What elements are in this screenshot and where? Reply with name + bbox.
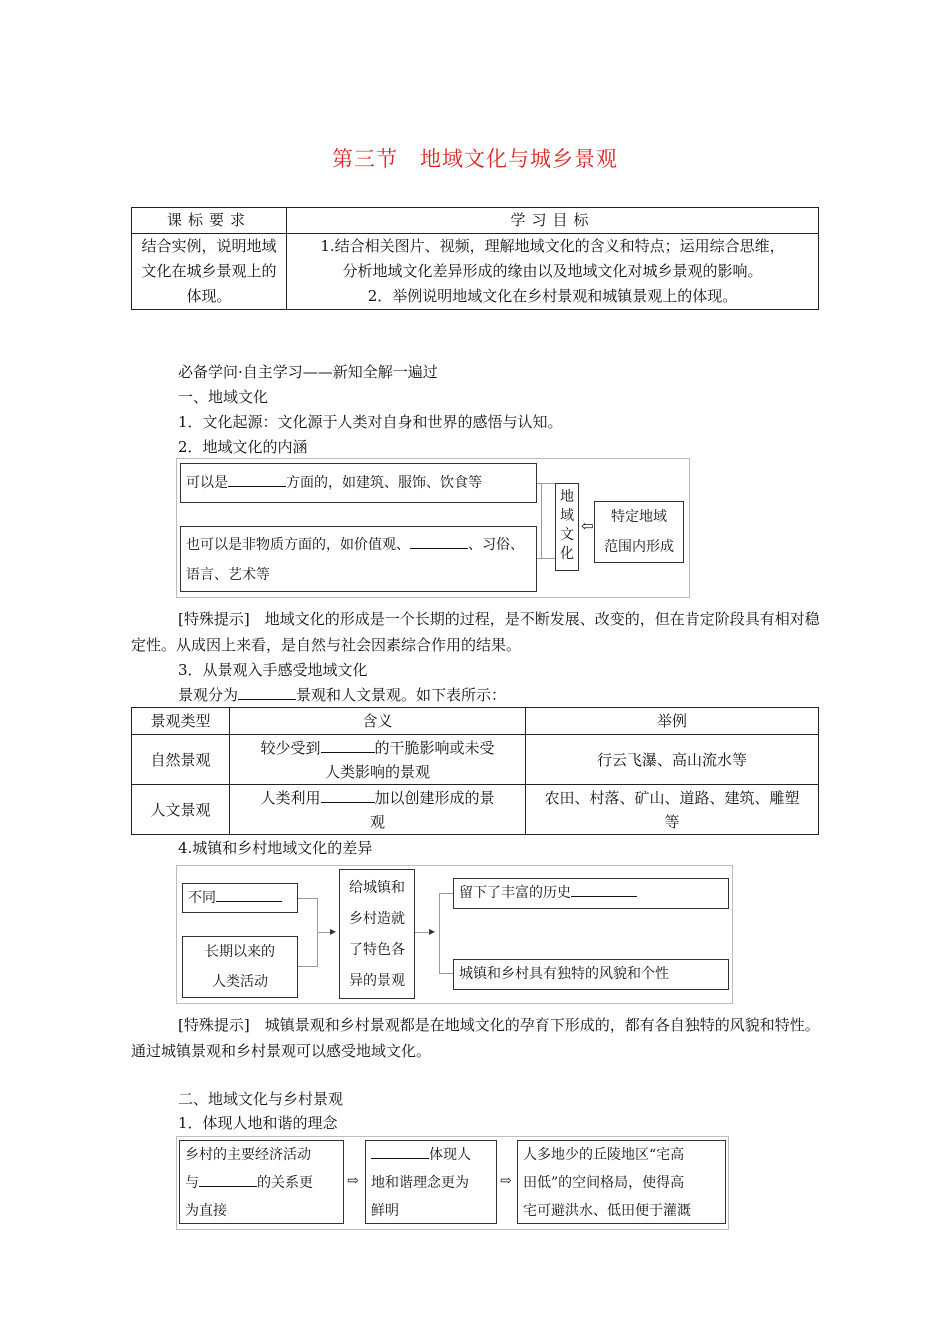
connector [541, 483, 542, 558]
tip-1: [特殊提示] 地域文化的形成是一个长期的过程，是不断发展、改变的，但在肯定阶段具有相对稳定性。从成因上来看，是自然与社会因素综合作用的结果。 [131, 610, 820, 654]
section-heading: 必备学问·自主学习——新知全解一遍过 [178, 363, 438, 381]
human-activity-box: 长期以来的 人类活动 [182, 936, 298, 998]
region-box: 特定地域 范围内形成 [594, 501, 684, 563]
point-2: 2．地域文化的内涵 [178, 438, 308, 456]
arrow-right-icon: ⇨ [347, 1173, 359, 1189]
col-meaning: 含义 [230, 708, 526, 735]
rural-economy-box: 乡村的主要经济活动 与 的关系更 为直接 [179, 1140, 344, 1224]
goal-2: 2．举例说明地域文化在乡村景观和城镇景观上的体现。 [367, 287, 738, 305]
culture-center-box: 地域文化 [555, 483, 579, 571]
curriculum-table [131, 207, 819, 310]
row-natural-type: 自然景观 [132, 735, 230, 785]
goals-cell [287, 234, 819, 310]
page-title: 第三节 地域文化与城乡景观 [332, 147, 618, 171]
harmony-diagram [176, 1136, 729, 1230]
blank [321, 738, 375, 753]
connector [298, 898, 318, 899]
blank [410, 534, 468, 549]
point-1: 1．文化起源：文化源于人类对自身和世界的感悟与认知。 [178, 413, 563, 431]
header-requirement: 课标要求 [132, 208, 287, 234]
header-goals: 学习目标 [287, 208, 819, 234]
material-box: 可以是 方面的，如建筑、服饰、饮食等 [180, 463, 537, 503]
tip-2: [特殊提示] 城镇景观和乡村景观都是在地域文化的孕育下形成的，都有各自独特的风貌和特性。通过城镇景观和乡村景观可以感受地域文化。 [131, 1016, 820, 1060]
point-3: 3．从景观入手感受地域文化 [178, 661, 368, 679]
different-box: 不同 [182, 883, 298, 913]
connector [439, 973, 453, 974]
landscape-result-box: 给城镇和 乡村造就 了特色各 异的景观 [339, 869, 415, 999]
arrow-left-icon: ⇦ [581, 517, 594, 535]
connector [537, 483, 555, 484]
row-natural-meaning: 较少受到 的干脆影响或未受 人类影响的景观 [230, 735, 526, 785]
connector [298, 966, 318, 967]
goal-1a: 1.结合相关图片、视频，理解地域文化的含义和特点；运用综合思维， [320, 237, 785, 255]
goal-1b: 分析地域文化差异形成的缘由以及地域文化对城乡景观的影响。 [342, 262, 763, 280]
col-type: 景观类型 [132, 708, 230, 735]
heading-2: 二、地域文化与乡村景观 [178, 1090, 344, 1108]
blank [571, 882, 637, 897]
landscape-table [131, 707, 819, 835]
connector [439, 893, 440, 973]
connector [537, 558, 555, 559]
col-example: 举例 [526, 708, 819, 735]
row-human-type: 人文景观 [132, 785, 230, 835]
row-natural-example: 行云飞瀑、高山流水等 [526, 735, 819, 785]
harmony-concept-box: 体现人 地和谐理念更为 鲜明 [365, 1140, 497, 1224]
blank [371, 1144, 429, 1159]
requirement-cell: 结合实例，说明地域文化在城乡景观上的体现。 [132, 234, 287, 310]
point-3-text: 景观分为 景观和人文景观。如下表所示： [178, 686, 507, 704]
blank [199, 1172, 257, 1187]
blank [228, 472, 286, 487]
blank [216, 887, 282, 902]
arrow-right-icon: ⇨ [500, 1173, 512, 1189]
character-box: 城镇和乡村具有独特的风貌和个性 [453, 959, 729, 990]
arrow-right-icon: ▸ [330, 924, 337, 938]
culture-diagram [176, 458, 690, 598]
urban-rural-diagram [176, 865, 733, 1004]
arrow-right-icon: ▸ [429, 924, 436, 938]
point-5: 1．体现人地和谐的理念 [178, 1114, 338, 1132]
heading-1: 一、地域文化 [178, 388, 269, 406]
row-human-example: 农田、村落、矿山、道路、建筑、雕塑 等 [526, 785, 819, 835]
point-4: 4.城镇和乡村地域文化的差异 [178, 839, 373, 857]
blank [238, 685, 296, 700]
row-human-meaning: 人类利用 加以创建形成的景 观 [230, 785, 526, 835]
connector [439, 893, 453, 894]
blank [321, 788, 375, 803]
hill-layout-box: 人多地少的丘陵地区“宅高 田低”的空间格局，使得高 宅可避洪水、低田便于灌溉 [517, 1140, 726, 1224]
nonmaterial-box: 也可以是非物质方面的，如价值观、 、习俗、 语言、艺术等 [180, 526, 537, 592]
history-box: 留下了丰富的历史 [453, 878, 729, 909]
